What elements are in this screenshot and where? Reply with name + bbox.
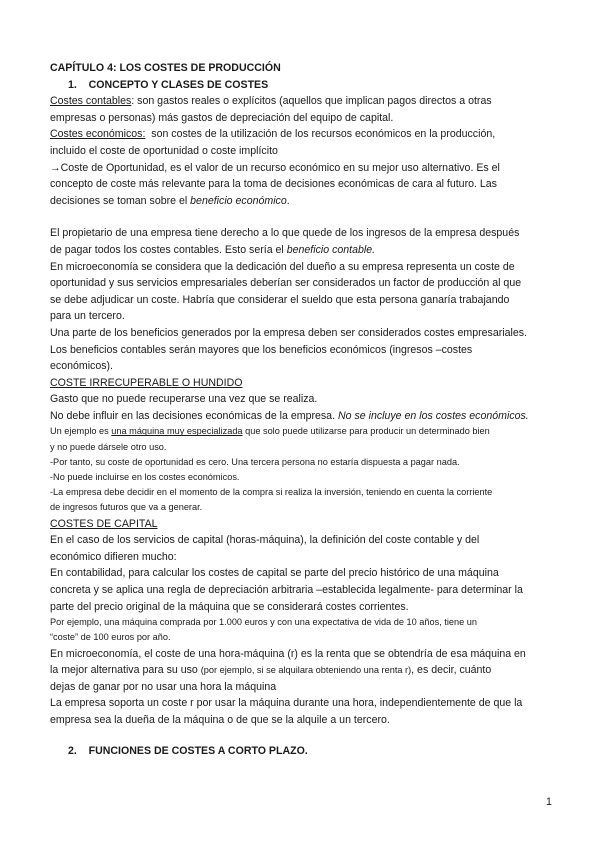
subheading-irrecuperable: COSTE IRRECUPERABLE O HUNDIDO bbox=[50, 376, 243, 389]
paragraph-line: No debe influir en las decisiones económicas de la empresa. No se incluye en los costes económicos. bbox=[50, 409, 529, 422]
paragraph-line: En contabilidad, para calcular los costes de capital se parte del precio histórico de una máquina bbox=[50, 567, 499, 580]
paragraph-line: parte del precio original de la máquina que se considerará costes corrientes. bbox=[50, 600, 409, 613]
paragraph-line: se debe adjudicar un coste. Habría que considerar el sueldo que esta persona ganaría trabajando bbox=[50, 293, 510, 306]
paragraph-line: incluido el coste de oportunidad o coste implícito bbox=[50, 144, 278, 157]
paragraph-line: El propietario de una empresa tiene derecho a lo que quede de los ingresos de la empresa después bbox=[50, 227, 520, 240]
spacer bbox=[50, 729, 556, 743]
example-line: -La empresa debe decidir en el momento de la compra si realiza la inversión, teniendo en cuenta la corriente bbox=[50, 487, 493, 498]
example-line: “coste” de 100 euros por año. bbox=[50, 632, 171, 643]
paragraph-line: concepto de coste más relevante para la toma de decisiones económicas de cara al futuro. Las bbox=[50, 178, 497, 191]
paragraph-line: la mejor alternativa para su uso (por ejemplo, si se alquilara obteniendo una renta r), es decir, cuánto bbox=[50, 664, 492, 677]
example-line: -Por tanto, su coste de oportunidad es cero. Una tercera persona no estaría dispuesta a pagar nada. bbox=[50, 456, 460, 467]
paragraph-line: Gasto que no puede recuperarse una vez que se realiza. bbox=[50, 393, 318, 406]
term: Costes contables bbox=[50, 95, 132, 108]
paragraph: Costes contables: son gastos reales o explícitos (aquellos que implican pagos directos a otras bbox=[50, 95, 492, 108]
example-line: -No puede incluirse en los costes económicos. bbox=[50, 472, 240, 483]
section-heading: 2. FUNCIONES DE COSTES A CORTO PLAZO. bbox=[68, 744, 308, 757]
paragraph-line: Los beneficios contables serán mayores que los beneficios económicos (ingresos –costes bbox=[50, 343, 473, 356]
paragraph-line: dejas de ganar por no usar una hora la máquina bbox=[50, 680, 277, 693]
term: Costes económicos: bbox=[50, 128, 146, 141]
paragraph-line: La empresa soporta un coste r por usar la máquina durante una hora, independientemente de que la bbox=[50, 697, 523, 710]
page-number: 1 bbox=[546, 796, 552, 808]
paragraph-line: En microeconomía se considera que la dedicación del dueño a su empresa representa un coste de bbox=[50, 260, 515, 273]
paragraph-line: →Coste de Oportunidad, es el valor de un recurso económico en su mejor uso alternativo. Es el bbox=[50, 161, 500, 174]
paragraph-line: oportunidad y sus servicios empresariales deberían ser considerados un factor de producción al que bbox=[50, 277, 522, 290]
spacer bbox=[50, 209, 556, 225]
paragraph-line: económico difieren mucho: bbox=[50, 550, 177, 563]
chapter-title: CAPÍTULO 4: LOS COSTES DE PRODUCCIÓN bbox=[50, 62, 281, 74]
paragraph: Costes económicos: son costes de la utilización de los recursos económicos en la producción, bbox=[50, 128, 496, 141]
example-line: Un ejemplo es una máquina muy especializada que solo puede utilizarse para producir un determinado bien bbox=[50, 426, 490, 437]
paragraph-line: económicos). bbox=[50, 360, 113, 373]
paragraph-line: empresas o personas) más gastos de depreciación del equipo de capital. bbox=[50, 111, 394, 124]
paragraph-line: concreta y se aplica una regla de depreciación arbitraria –establecida legalmente- para determinar la bbox=[50, 584, 523, 597]
paragraph-line: En microeconomía, el coste de una hora-máquina (r) es la renta que se obtendría de esa máquina en bbox=[50, 647, 526, 660]
section-heading: 1. CONCEPTO Y CLASES DE COSTES bbox=[68, 78, 269, 91]
paragraph-line: para un tercero. bbox=[50, 310, 125, 323]
example-line: de ingresos futuros que va a generar. bbox=[50, 502, 203, 513]
example-line: Por ejemplo, una máquina comprada por 1.000 euros y con una expectativa de vida de 10 años, tiene un bbox=[50, 617, 477, 628]
paragraph-line: empresa sea la dueña de la máquina o de que se la alquile a un tercero. bbox=[50, 714, 390, 727]
paragraph-line: Una parte de los beneficios generados por la empresa deben ser considerados costes empresariales. bbox=[50, 326, 527, 339]
example-line: y no puede dársele otro uso. bbox=[50, 441, 167, 452]
document-body bbox=[50, 60, 556, 759]
subheading-capital: COSTES DE CAPITAL bbox=[50, 517, 158, 530]
paragraph-line: de pagar todos los costes contables. Esto sería el beneficio contable. bbox=[50, 243, 376, 256]
paragraph-line: decisiones se toman sobre el beneficio económico. bbox=[50, 194, 290, 207]
paragraph-line: En el caso de los servicios de capital (horas-máquina), la definición del coste contable y del bbox=[50, 534, 480, 547]
